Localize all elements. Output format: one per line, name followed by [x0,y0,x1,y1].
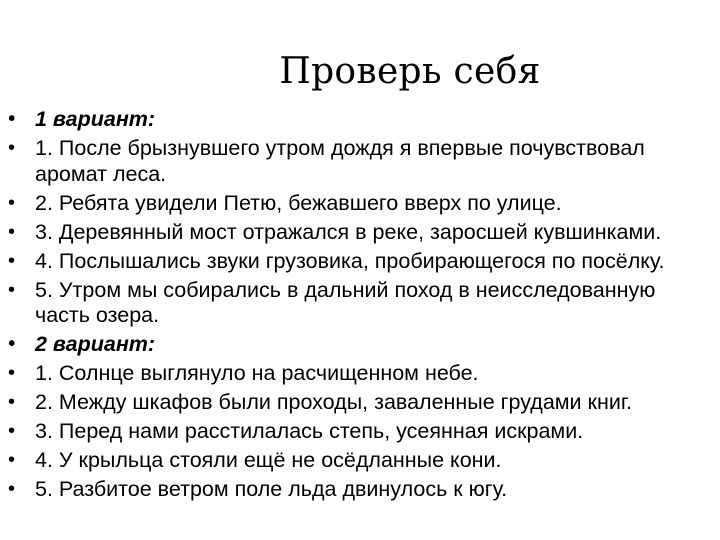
list-item-v1-sentence-5: • 5. Утром мы собирались в дальний поход в неисследованную часть озера. [8,278,708,329]
list-item-v2-sentence-2: • 2. Между шкафов были проходы, заваленные грудами книг. [8,390,708,416]
slide-title: Проверь себя [279,51,541,92]
list-item-variant-1-heading: • 1 вариант: [8,107,708,133]
list-item-v1-sentence-4: • 4. Послышались звуки грузовика, пробирающегося по посёлку. [8,249,708,275]
list-item-variant-2-heading: • 2 вариант: [8,332,708,358]
list-item-v2-sentence-4: • 4. У крыльца стояли ещё не осёдланные кони. [8,448,708,474]
list-item-v2-sentence-1: • 1. Солнце выглянуло на расчищенном небе. [8,361,708,387]
list-item-v2-sentence-5: • 5. Разбитое ветром поле льда двинулось к югу. [8,477,708,503]
list-item-v1-sentence-2: • 2. Ребята увидели Петю, бежавшего вверх по улице. [8,191,708,217]
list-item-v2-sentence-3: • 3. Перед нами расстилалась степь, усеянная искрами. [8,419,708,445]
exercise-list [8,107,708,506]
list-item-v1-sentence-1: • 1. После брызнувшего утром дождя я впервые почувствовал аромат леса. [8,136,708,187]
list-item-v1-sentence-3: • 3. Деревянный мост отражался в реке, заросшей кувшинками. [8,220,708,246]
